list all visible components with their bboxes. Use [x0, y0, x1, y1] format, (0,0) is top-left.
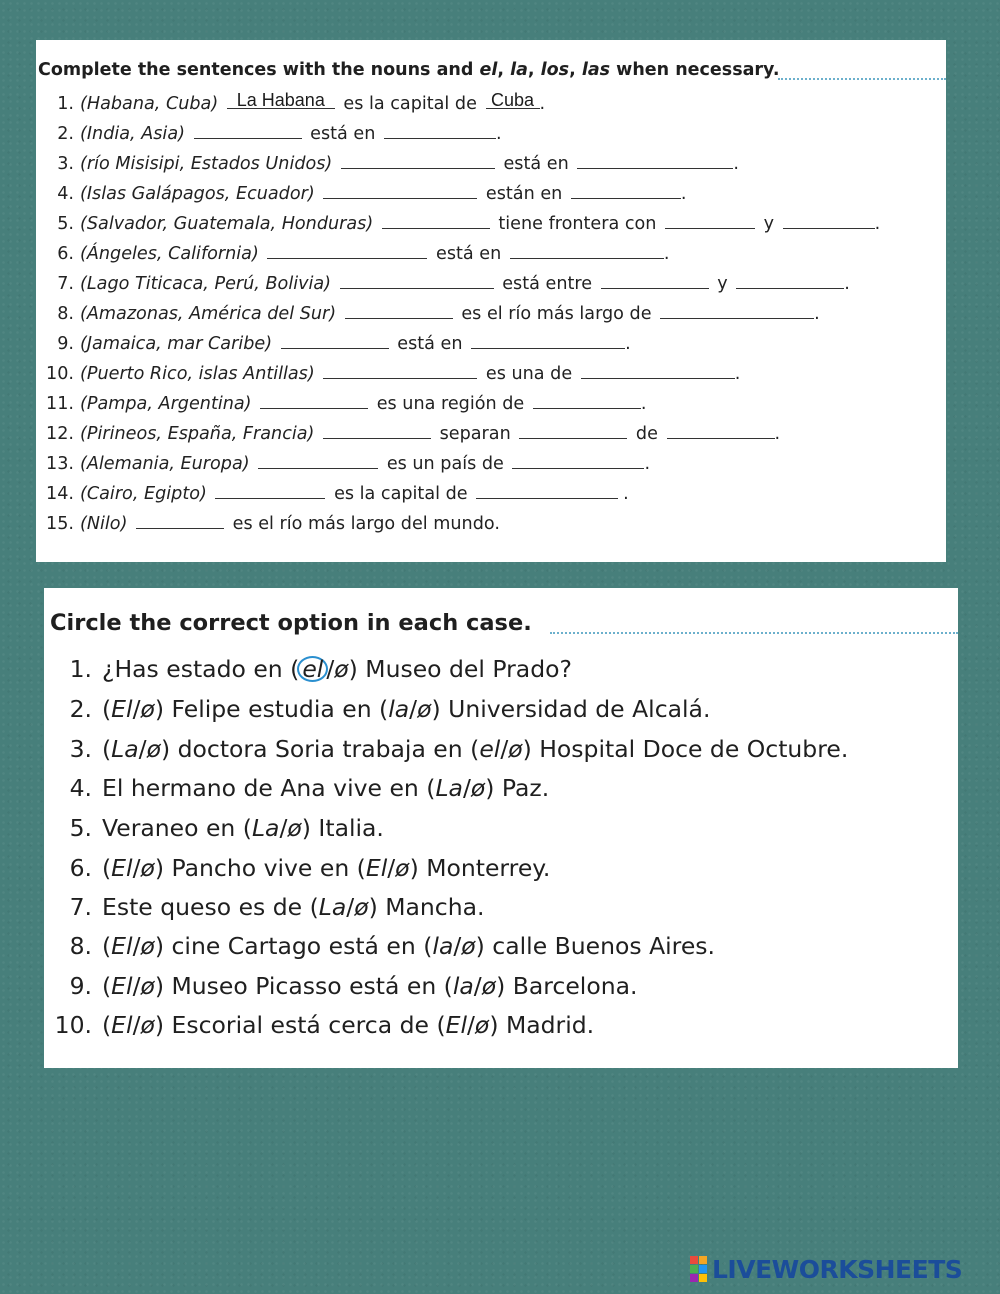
option[interactable]: la — [388, 695, 410, 723]
exercise-panel-complete — [36, 40, 946, 562]
answer-field[interactable] — [382, 213, 490, 229]
answer-field[interactable] — [340, 273, 494, 289]
answer-field[interactable] — [323, 423, 431, 439]
option-zero[interactable]: ø — [140, 854, 155, 882]
option-zero[interactable]: ø — [287, 814, 302, 842]
section2-title: Circle the correct option in each case. — [50, 610, 532, 636]
answer-field[interactable] — [736, 273, 844, 289]
answer-field[interactable] — [601, 273, 709, 289]
answer-field[interactable] — [783, 213, 875, 229]
option[interactable]: La — [251, 814, 280, 842]
exercise-item: 4. (Islas Galápagos, Ecuador) están en . — [57, 184, 687, 204]
option[interactable]: El — [111, 972, 133, 1000]
option-zero[interactable]: ø — [354, 893, 369, 921]
option-zero[interactable]: ø — [470, 774, 486, 802]
answer-field[interactable] — [476, 483, 618, 499]
liveworksheets-logo[interactable] — [690, 1253, 962, 1285]
exercise-item: 5. Veraneo en (La/ø) Italia. — [69, 814, 384, 842]
exercise-item: 13. (Alemania, Europa) es un país de . — [46, 454, 651, 474]
answer-field[interactable]: La Habana — [227, 92, 335, 109]
answer-field[interactable] — [667, 423, 775, 439]
answer-field[interactable] — [341, 153, 495, 169]
option-circled[interactable]: el — [297, 656, 328, 682]
exercise-item: 11. (Pampa, Argentina) es una región de . — [46, 394, 647, 414]
answer-field[interactable] — [215, 483, 325, 499]
option-zero[interactable]: ø — [481, 972, 497, 1000]
answer-field[interactable] — [533, 393, 641, 409]
option[interactable]: El — [365, 854, 388, 882]
option-zero[interactable]: ø — [140, 695, 155, 723]
exercise-item: 9. (El/ø) Museo Picasso está en (la/ø) Barcelona. — [69, 972, 638, 1000]
exercise-item: 4. El hermano de Ana vive en (La/ø) Paz. — [69, 774, 550, 802]
option[interactable]: El — [445, 1011, 467, 1039]
exercise-item: 9. (Jamaica, mar Caribe) está en . — [57, 334, 631, 354]
option-zero[interactable]: ø — [140, 932, 155, 960]
answer-field[interactable] — [660, 303, 814, 319]
answer-field[interactable] — [384, 123, 496, 139]
option[interactable]: El — [111, 1011, 133, 1039]
option-zero[interactable]: ø — [140, 972, 155, 1000]
option[interactable]: el — [479, 735, 501, 763]
exercise-item: 1. ¿Has estado en ( el /ø) Museo del Prado? — [69, 655, 572, 683]
exercise-item: 7. (Lago Titicaca, Perú, Bolivia) está entre y . — [57, 274, 850, 294]
answer-field[interactable] — [581, 363, 735, 379]
option[interactable]: La — [111, 735, 139, 763]
exercise-item: 2. (India, Asia) está en . — [57, 124, 502, 144]
answer-field[interactable] — [194, 123, 302, 139]
option[interactable]: El — [111, 854, 133, 882]
exercise-item: 7. Este queso es de (La/ø) Mancha. — [69, 893, 485, 921]
exercise-item: 6. (Ángeles, California) está en . — [57, 244, 670, 264]
brand-text: LIVEWORKSHEETS — [712, 1254, 963, 1284]
exercise-panel-circle — [44, 588, 958, 1068]
exercise-item: 6. (El/ø) Pancho vive en (El/ø) Monterrey. — [69, 854, 551, 882]
dotted-rule — [550, 632, 958, 634]
exercise-item: 14. (Cairo, Egipto) es la capital de . — [46, 484, 629, 504]
option-zero[interactable]: ø — [417, 695, 432, 723]
option-zero[interactable]: ø — [334, 655, 349, 683]
option[interactable]: El — [111, 932, 133, 960]
answer-field[interactable] — [281, 333, 389, 349]
exercise-item: 10. (El/ø) Escorial está cerca de (El/ø) Madrid. — [54, 1011, 595, 1039]
exercise-item: 2. (El/ø) Felipe estudia en (la/ø) Universidad de Alcalá. — [69, 695, 711, 723]
answer-field[interactable] — [260, 393, 368, 409]
exercise-item: 12. (Pirineos, España, Francia) separan de . — [46, 424, 781, 444]
answer-field[interactable] — [577, 153, 733, 169]
option-zero[interactable]: ø — [395, 854, 410, 882]
answer-field[interactable] — [519, 423, 627, 439]
answer-field[interactable] — [136, 513, 224, 529]
dotted-rule — [778, 78, 946, 80]
exercise-item: 8. (Amazonas, América del Sur) es el río más largo de . — [57, 304, 820, 324]
section1-title: Complete the sentences with the nouns and el, la, los, las when necessary. — [38, 60, 780, 80]
exercise-item: 5. (Salvador, Guatemala, Honduras) tiene frontera con y . — [57, 214, 881, 234]
answer-field[interactable]: Cuba — [486, 92, 540, 109]
option[interactable]: la — [432, 932, 454, 960]
option[interactable]: El — [111, 695, 133, 723]
option[interactable]: La — [435, 774, 463, 802]
option-zero[interactable]: ø — [461, 932, 476, 960]
exercise-item: 15. (Nilo) es el río más largo del mundo. — [46, 514, 500, 534]
answer-field[interactable] — [258, 453, 378, 469]
liveworksheets-logo-icon — [690, 1256, 707, 1282]
option-zero[interactable]: ø — [146, 735, 161, 763]
option-zero[interactable]: ø — [474, 1011, 490, 1039]
answer-field[interactable] — [510, 243, 664, 259]
exercise-item: 10. (Puerto Rico, islas Antillas) es una de . — [46, 364, 741, 384]
exercise-item: 1. (Habana, Cuba) La Habana es la capital de Cuba . — [57, 90, 546, 114]
option-zero[interactable]: ø — [508, 735, 523, 763]
option-zero[interactable]: ø — [140, 1011, 155, 1039]
answer-field[interactable] — [267, 243, 427, 259]
answer-field[interactable] — [323, 363, 477, 379]
option[interactable]: La — [318, 893, 347, 921]
answer-field[interactable] — [571, 183, 681, 199]
answer-field[interactable] — [345, 303, 453, 319]
answer-field[interactable] — [512, 453, 644, 469]
answer-field[interactable] — [471, 333, 625, 349]
exercise-item: 3. (río Misisipi, Estados Unidos) está en . — [57, 154, 739, 174]
answer-field[interactable] — [323, 183, 477, 199]
exercise-item: 8. (El/ø) cine Cartago está en (la/ø) calle Buenos Aires. — [69, 932, 715, 960]
exercise-item: 3. (La/ø) doctora Soria trabaja en (el/ø) Hospital Doce de Octubre. — [69, 735, 849, 763]
option[interactable]: la — [452, 972, 474, 1000]
answer-field[interactable] — [665, 213, 755, 229]
